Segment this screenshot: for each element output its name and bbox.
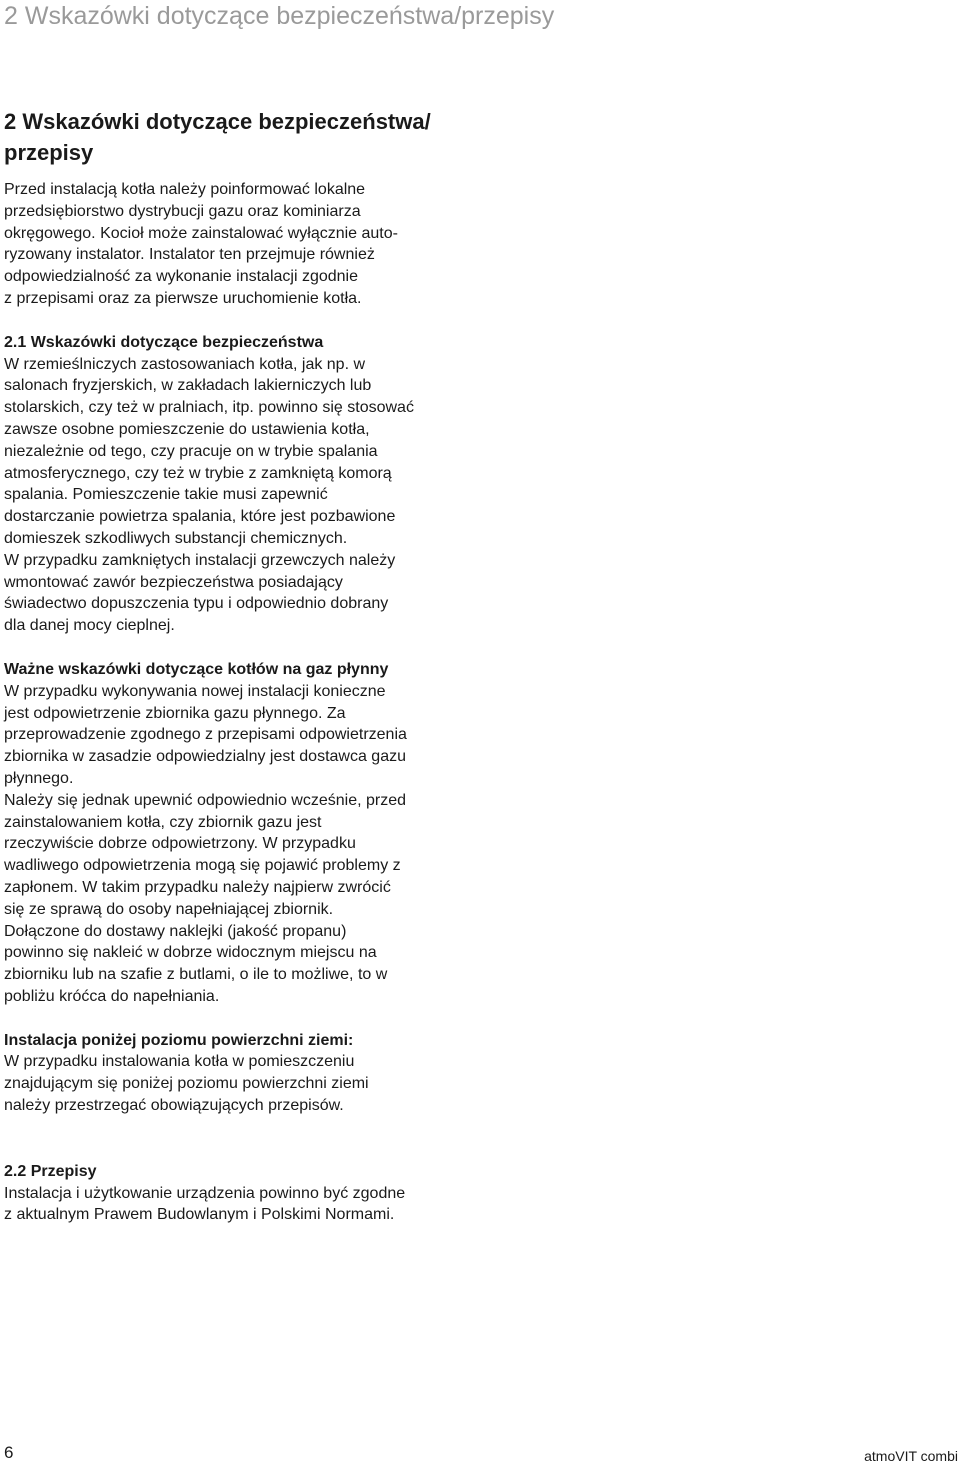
section-2-1-line: świadectwo dopuszczenia typu i odpowiednio dobrany [4, 595, 389, 613]
lpg-line: rzeczywiście dobrze odpowietrzony. W przypadku [4, 835, 356, 853]
chapter-title [4, 106, 524, 168]
underground-line: należy przestrzegać obowiązujących przepisów. [4, 1097, 344, 1115]
section-2-1-line: zawsze osobne pomieszczenie do ustawienia kotła, [4, 420, 370, 438]
spacer [4, 637, 484, 659]
chapter-title-line-1: 2 Wskazówki dotyczące bezpieczeństwa/ [4, 109, 431, 134]
spacer [4, 1008, 484, 1030]
lpg-line: się ze sprawą do osoby napełniającej zbiornik. [4, 900, 334, 918]
lpg-line: powinno się nakleić w dobrze widocznym miejscu na [4, 944, 377, 962]
spacer [4, 310, 484, 332]
section-2-1-line: dostarczanie powietrza spalania, które jest pozbawione [4, 508, 396, 526]
intro-line: Przed instalacją kotła należy poinformować lokalne [4, 181, 366, 198]
section-2-1-line: atmosferycznego, czy też w trybie z zamkniętą komorą [4, 464, 392, 482]
underground-section-paragraph [4, 1051, 484, 1116]
section-2-1-line: wmontować zawór bezpieczeństwa posiadający [4, 573, 343, 591]
lpg-section-paragraph [4, 681, 484, 1008]
section-2-1-line: W przypadku zamkniętych instalacji grzewczych należy [4, 551, 396, 569]
lpg-line: zbiornika w zasadzie odpowiedzialny jest dostawca gazu [4, 748, 406, 766]
page-number: 6 [4, 1443, 14, 1462]
underground-section-heading: Instalacja poniżej poziomu powierzchni ziemi: [4, 1031, 354, 1049]
footer-product-name: atmoVIT combi [864, 1448, 958, 1464]
lpg-line: płynnego. [4, 769, 74, 787]
lpg-line: Dołączone do dostawy naklejki (jakość propanu) [4, 922, 347, 940]
lpg-line: W przypadku wykonywania nowej instalacji konieczne [4, 682, 386, 700]
section-2-1-line: W rzemieślniczych zastosowaniach kotła, jak np. w [4, 355, 366, 373]
section-2-1-paragraph [4, 354, 484, 637]
underground-line: W przypadku instalowania kotła w pomieszczeniu [4, 1053, 355, 1071]
intro-line: odpowiedzialność za wykonanie instalacji zgodnie [4, 268, 358, 286]
section-2-1-line: salonach fryzjerskich, w zakładach lakierniczych lub [4, 377, 372, 395]
lpg-line: Należy się jednak upewnić odpowiednio wcześnie, przed [4, 791, 407, 809]
lpg-line: zbiorniku lub na szafie z butlami, o ile to możliwe, to w [4, 966, 388, 984]
intro-line: z przepisami oraz za pierwsze uruchomienie kotła. [4, 289, 362, 307]
lpg-line: jest odpowietrzenie zbiornika gazu płynnego. Za [4, 704, 346, 722]
chapter-title-line-2: przepisy [4, 140, 94, 165]
section-2-1-line: domieszek szkodliwych substancji chemicznych. [4, 529, 348, 547]
section-2-1-heading: 2.1 Wskazówki dotyczące bezpieczeństwa [4, 333, 324, 351]
intro-paragraph [4, 179, 484, 310]
section-2-2-line: Instalacja i użytkowanie urządzenia powinno być zgodne [4, 1184, 406, 1202]
lpg-section-heading: Ważne wskazówki dotyczące kotłów na gaz płynny [4, 660, 389, 678]
section-2-2-paragraph [4, 1183, 484, 1227]
intro-line: okręgowego. Kocioł może zainstalować wyłącznie auto- [4, 224, 398, 242]
section-2-2-heading: 2.2 Przepisy [4, 1162, 97, 1180]
running-header: 2 Wskazówki dotyczące bezpieczeństwa/przepisy [4, 2, 555, 30]
intro-line: ryzowany instalator. Instalator ten przejmuje również [4, 246, 375, 264]
underground-line: znajdującym się poniżej poziomu powierzchni ziemi [4, 1075, 369, 1093]
lpg-line: przeprowadzenie zgodnego z przepisami odpowietrzenia [4, 726, 407, 744]
section-2-1-line: spalania. Pomieszczenie takie musi zapewnić [4, 486, 328, 504]
lpg-line: wadliwego odpowietrzenia mogą się pojawić problemy z [4, 857, 401, 875]
document-body [4, 179, 484, 1226]
section-2-1-line: dla danej mocy cieplnej. [4, 617, 175, 635]
lpg-line: zapłonem. W takim przypadku należy najpierw zwrócić [4, 878, 391, 896]
section-2-2-line: z aktualnym Prawem Budowlanym i Polskimi Normami. [4, 1206, 395, 1224]
section-2-1-line: stolarskich, czy też w pralniach, itp. powinno się stosować [4, 399, 414, 417]
spacer [4, 1117, 484, 1161]
section-2-1-line: niezależnie od tego, czy pracuje on w trybie spalania [4, 442, 378, 460]
intro-line: przedsiębiorstwo dystrybucji gazu oraz kominiarza [4, 202, 361, 220]
lpg-line: pobliżu króćca do napełniania. [4, 987, 220, 1005]
lpg-line: zainstalowaniem kotła, czy zbiornik gazu jest [4, 813, 322, 831]
